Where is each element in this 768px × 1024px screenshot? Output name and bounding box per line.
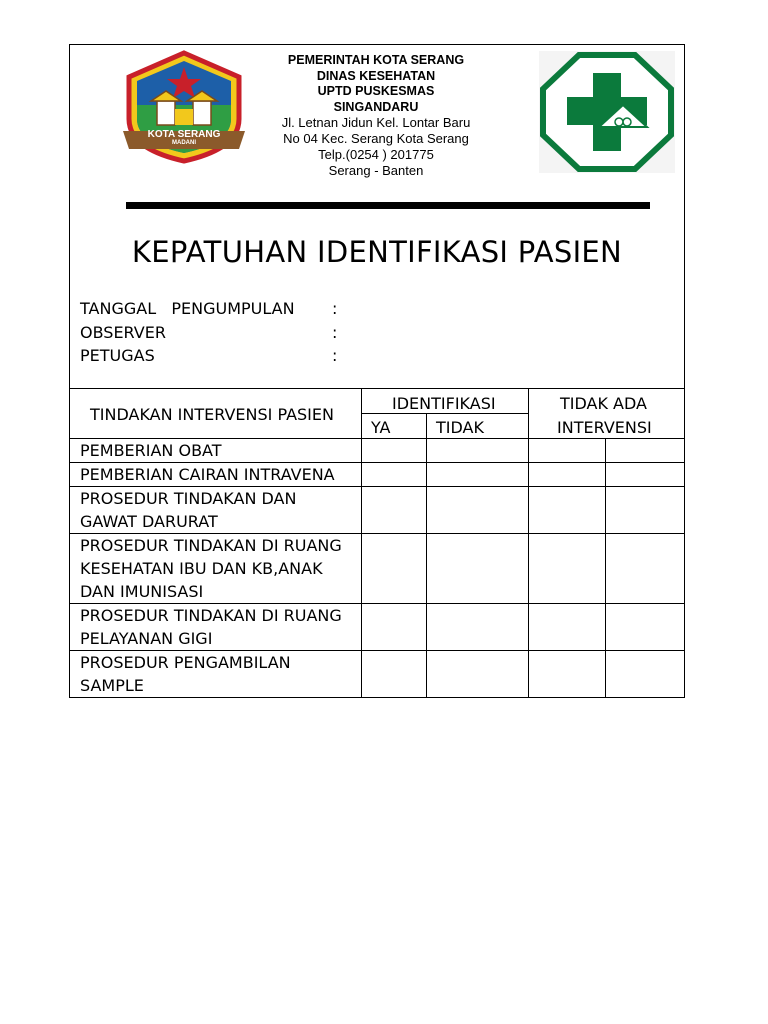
row-2-line-1: PEMBERIAN CAIRAN INTRAVENA [80,465,335,484]
row-5-line-1: PROSEDUR TINDAKAN DI RUANG [80,606,342,625]
letterhead-city: Serang - Banten [328,163,424,178]
header-tidak-ada-1: TIDAK ADA [560,394,647,413]
tanggal-colon: : [332,299,338,318]
row-3-line-2: GAWAT DARURAT [80,512,218,531]
header-ya: YA [371,418,391,437]
puskesmas-logo-icon [539,51,675,173]
crest-banner-text: KOTA SERANG [147,129,221,140]
meta-fields [80,297,360,368]
letterhead-address1: Jl. Letnan Jidun Kel. Lontar Baru [281,115,471,130]
letterhead-line1: PEMERINTAH KOTA SERANG [287,53,465,67]
letterhead-phone: Telp.(0254 ) 201775 [318,147,434,162]
col-line-1 [361,388,362,698]
row-6-line-2: SAMPLE [80,676,144,695]
row-6-line-1: PROSEDUR PENGAMBILAN [80,653,291,672]
letterhead-line4: SINGANDARU [333,99,419,114]
col-line-2 [426,413,427,698]
row-4-line-2: KESEHATAN IBU DAN KB,ANAK [80,559,323,578]
letterhead-line2: DINAS KESEHATAN [316,68,436,83]
tanggal-label: TANGGAL PENGUMPULAN [80,299,295,318]
letterhead-address2: No 04 Kec. Serang Kota Serang [283,131,469,146]
header-tidak-ada-2: INTERVENSI [557,418,652,437]
observer-colon: : [332,322,338,342]
header-tindakan: TINDAKAN INTERVENSI PASIEN [90,405,334,424]
meta-row-observer [80,321,360,345]
kota-serang-crest-icon [121,49,247,165]
crest-motto-text: MADANI [172,140,196,146]
header-tidak: TIDAK [436,418,484,437]
page-title: KEPATUHAN IDENTIFIKASI PASIEN [131,235,623,269]
row-4-line-1: PROSEDUR TINDAKAN DI RUANG [80,536,342,555]
observer-label: OBSERVER [80,322,166,342]
col-line-3 [528,388,529,698]
petugas-label: PETUGAS [80,346,155,365]
header-identifikasi: IDENTIFIKASI [392,394,496,413]
form-sheet [69,44,685,698]
meta-row-petugas [80,344,360,368]
meta-row-tanggal [80,297,360,321]
letterhead [260,53,492,179]
header-identifikasi-underline [361,413,528,414]
row-5-line-2: PELAYANAN GIGI [80,629,213,648]
letterhead-divider [126,202,650,209]
petugas-colon: : [332,346,338,365]
letterhead-line3: UPTD PUSKESMAS [317,84,435,98]
row-1-line-1: PEMBERIAN OBAT [80,441,222,460]
row-4-line-3: DAN IMUNISASI [80,582,204,601]
row-3-line-1: PROSEDUR TINDAKAN DAN [80,489,297,508]
col-line-4 [605,438,606,698]
table-top-line [70,388,684,389]
